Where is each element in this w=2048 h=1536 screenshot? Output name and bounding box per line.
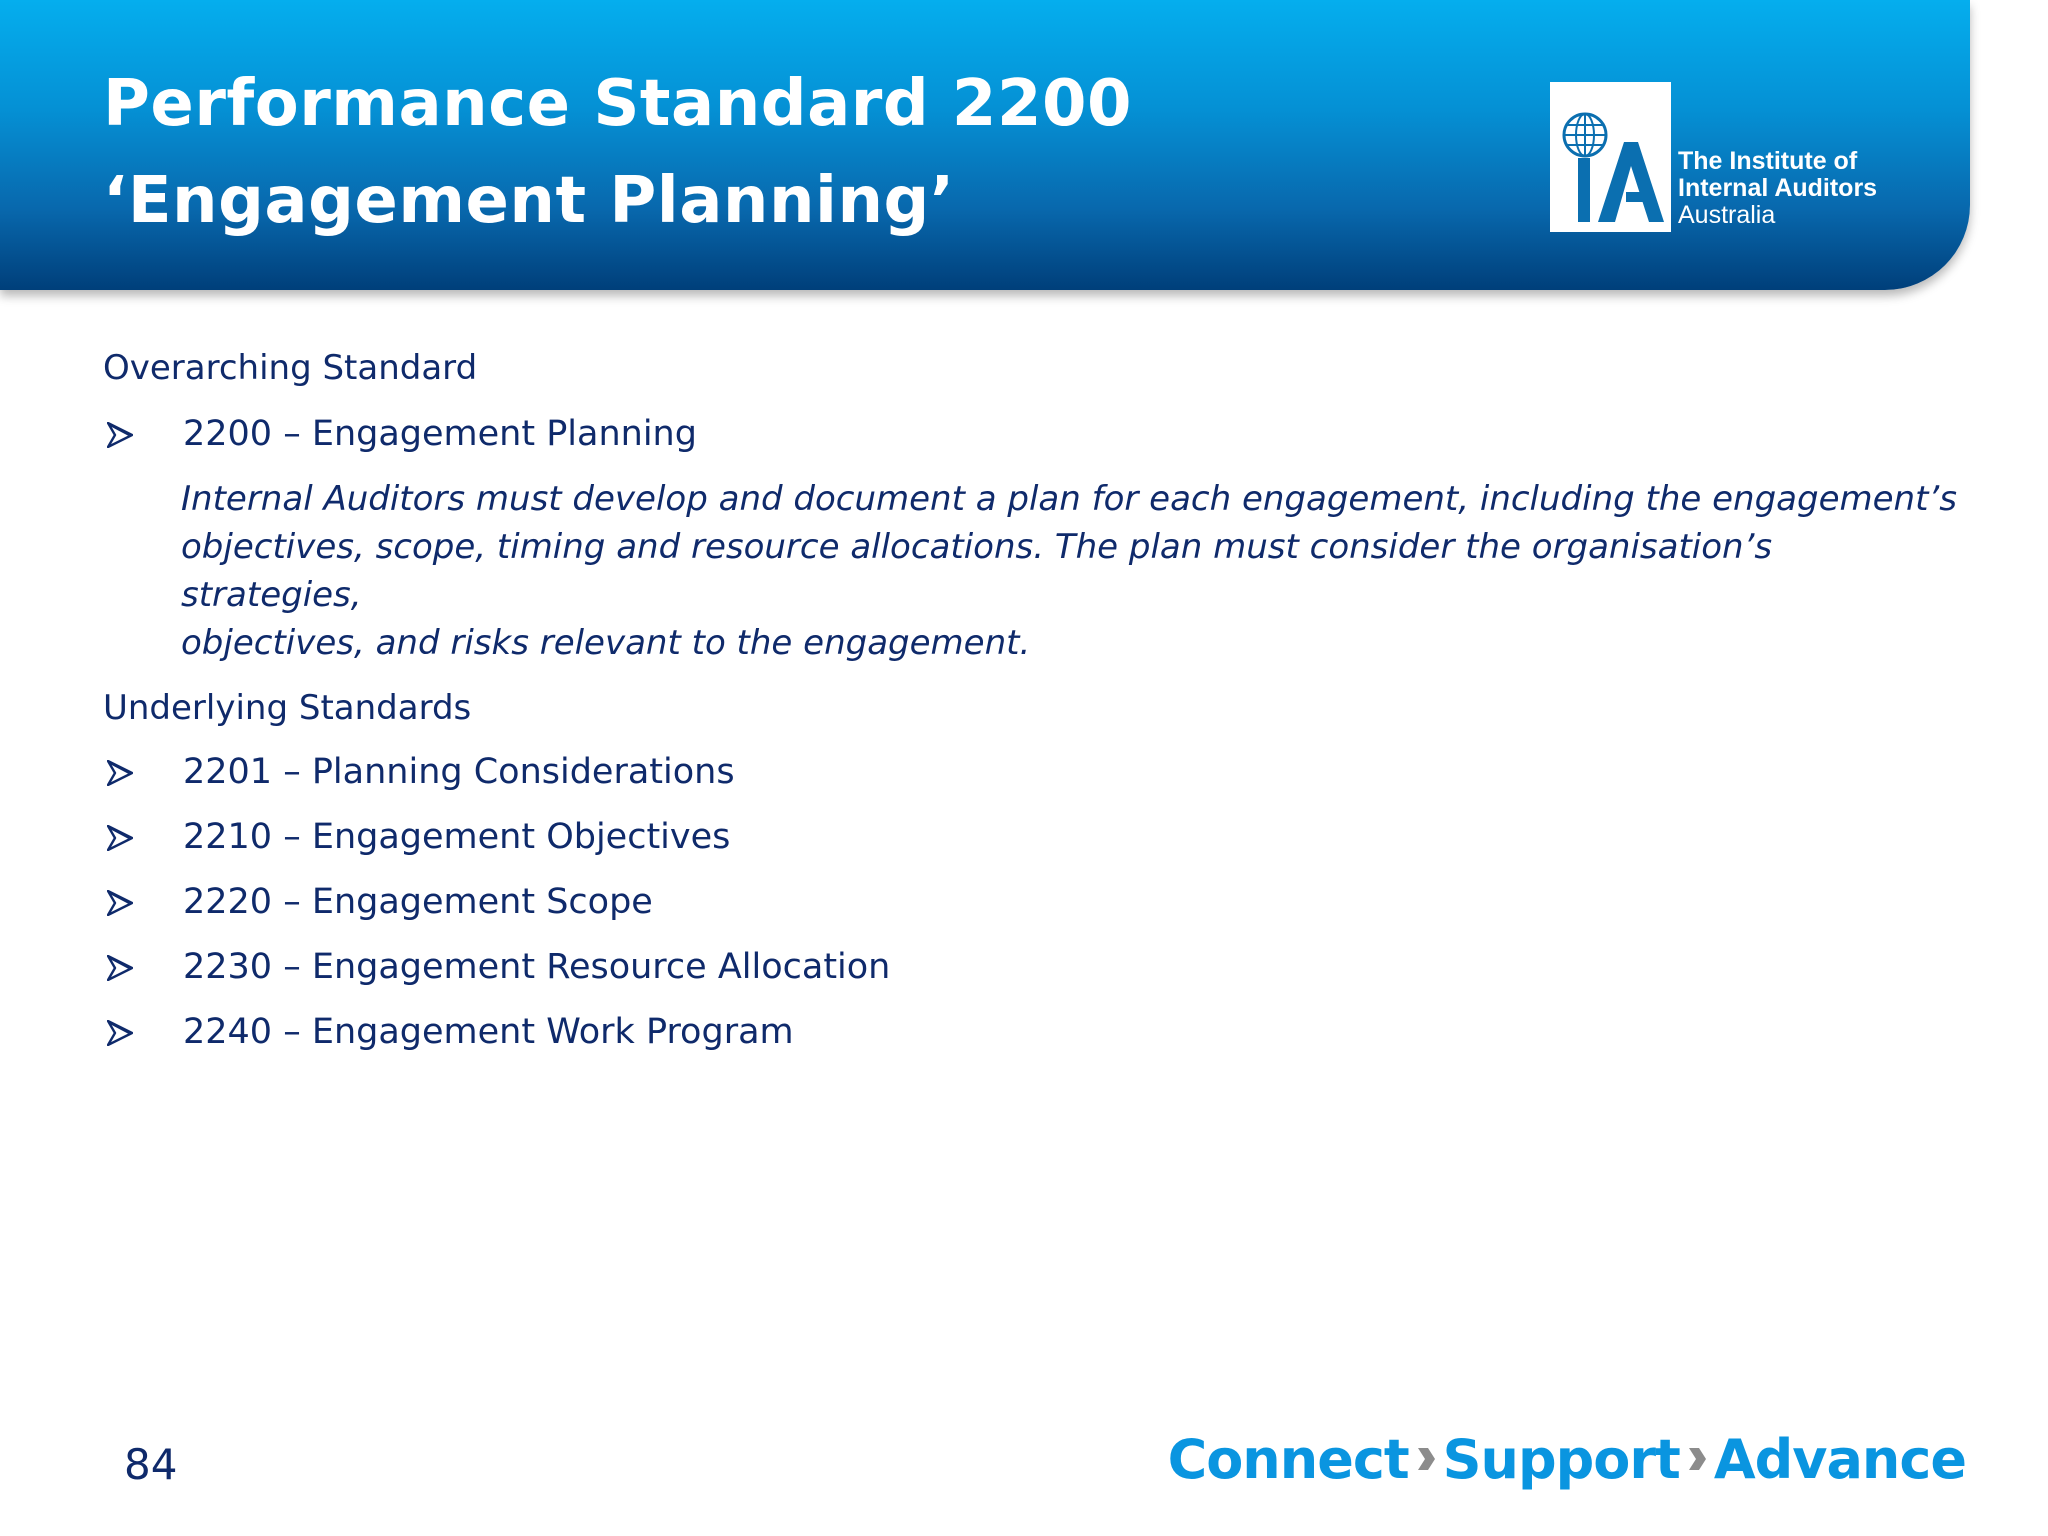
description-line-1: Internal Auditors must develop and document a plan for each engagement, including the engagement’s — [181, 479, 1957, 519]
chevron-right-icon — [1686, 1444, 1708, 1474]
logo-line-2: Internal Auditors — [1678, 174, 1878, 202]
list-item-label: 2230 – Engagement Resource Allocation — [183, 947, 891, 987]
logo-text — [1678, 148, 1877, 229]
description-line-2: objectives, scope, timing and resource allocations. The plan must consider the organisation’s strategies, — [181, 527, 1773, 615]
logo-line-3: Australia — [1678, 201, 1776, 229]
list-item-label: 2240 – Engagement Work Program — [183, 1012, 794, 1052]
page-number: 84 — [124, 1440, 178, 1489]
arrow-bullet-icon — [107, 760, 133, 786]
arrow-bullet-icon — [107, 422, 133, 448]
tagline-advance: Advance — [1713, 1427, 1966, 1491]
slide-body — [103, 345, 1957, 1055]
arrow-bullet-icon — [107, 825, 133, 851]
iia-globe-logo-icon — [1550, 82, 1671, 232]
overarching-heading: Overarching Standard — [103, 348, 478, 388]
list-item-label: 2200 – Engagement Planning — [183, 414, 697, 454]
list-item — [103, 879, 1903, 925]
slide-title — [103, 56, 1132, 250]
iia-logo — [1550, 82, 1910, 232]
logo-line-1: The Institute of — [1678, 147, 1858, 175]
arrow-bullet-icon — [107, 890, 133, 916]
list-item-label: 2210 – Engagement Objectives — [183, 817, 731, 857]
chevron-right-icon — [1415, 1444, 1437, 1474]
tagline-connect: Connect — [1167, 1427, 1409, 1491]
tagline-support: Support — [1442, 1427, 1680, 1491]
list-item-label: 2220 – Engagement Scope — [183, 882, 653, 922]
underlying-list — [103, 749, 1903, 1055]
arrow-bullet-icon — [107, 955, 133, 981]
title-line-2: ‘Engagement Planning’ — [103, 164, 955, 238]
description-line-3: objectives, and risks relevant to the engagement. — [181, 623, 1031, 663]
list-item — [103, 1009, 1903, 1055]
list-item-label: 2201 – Planning Considerations — [183, 752, 735, 792]
underlying-heading: Underlying Standards — [103, 688, 472, 728]
tagline — [1168, 1428, 1966, 1490]
standard-description — [181, 475, 1961, 667]
title-line-1: Performance Standard 2200 — [103, 67, 1133, 141]
slide-header — [0, 0, 1970, 290]
list-item — [103, 944, 1903, 990]
arrow-bullet-icon — [107, 1020, 133, 1046]
list-item — [103, 749, 1903, 795]
list-item — [103, 814, 1903, 860]
list-item — [103, 411, 1903, 457]
